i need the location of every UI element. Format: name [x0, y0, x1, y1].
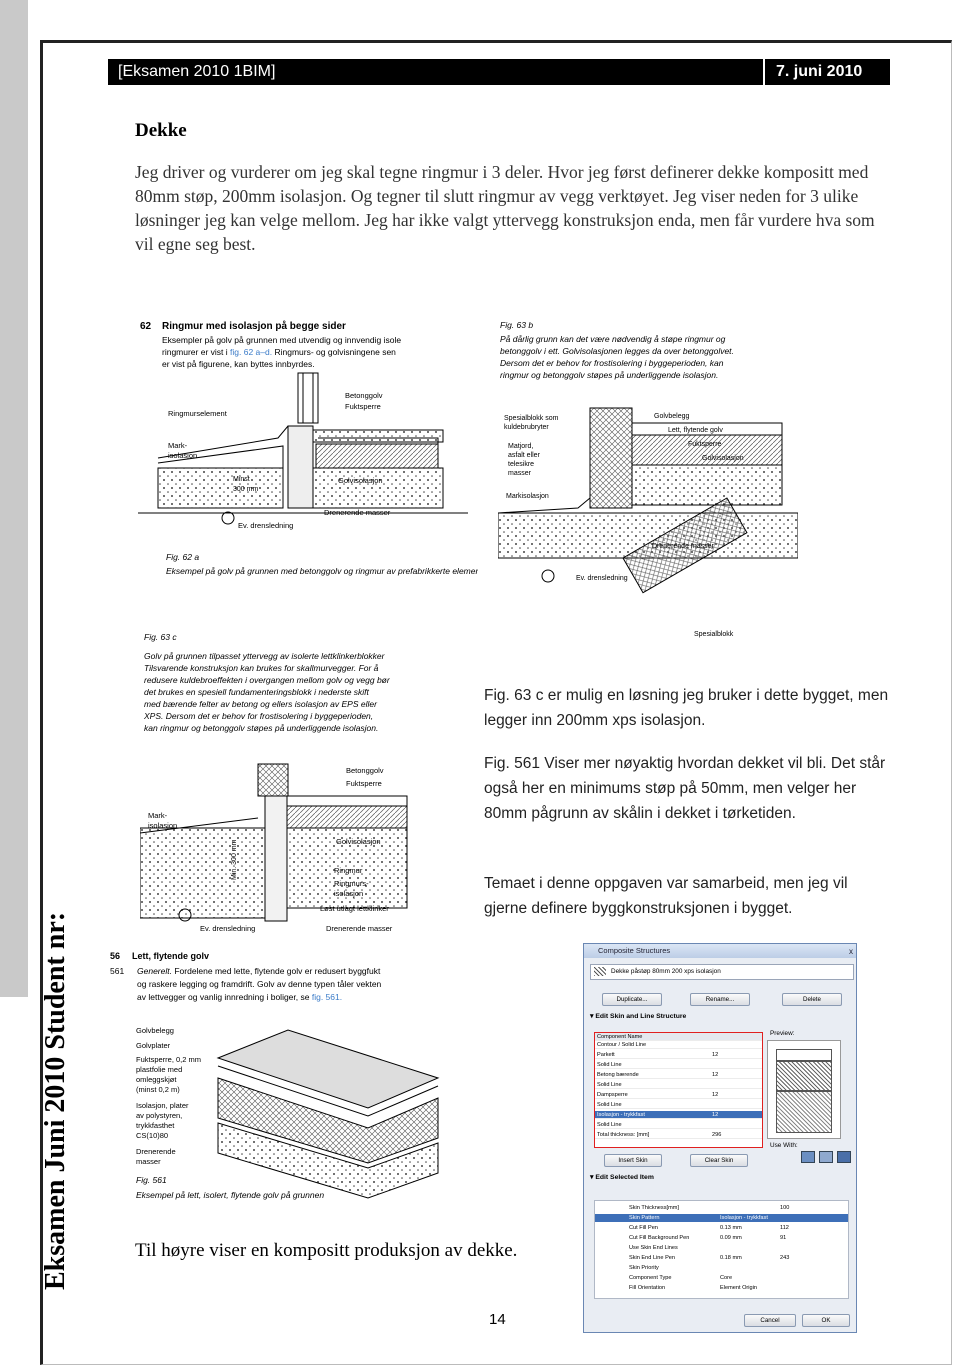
table-row[interactable]: Contour / Solid Line	[595, 1041, 762, 1049]
composite-name: Dekke påstøp 80mm 200 xps isolasjon	[611, 968, 721, 975]
fig561-label-1: Golvbelegg	[136, 1026, 174, 1035]
fig63c-label-12: Drenerende masser	[326, 924, 393, 933]
fig561-text1: Generelt. Fordelene med lette, flytende golv er redusert byggfukt	[137, 966, 381, 976]
fig63b-label-12: Drenerende masser	[652, 543, 714, 550]
fig561-label-6: (minst 0,2 m)	[136, 1085, 180, 1094]
property-row[interactable]: Component Type Core	[629, 1275, 733, 1281]
header-title: [Eksamen 2010 1BIM]	[118, 63, 276, 80]
delete-button[interactable]: Delete	[782, 993, 842, 1006]
properties-table	[594, 1200, 849, 1299]
fig63c-label-3: Mark-	[148, 811, 168, 820]
fig561-label-10: CS(10)80	[136, 1131, 169, 1140]
fig63c-line-5: med bærende felter av betong og ellers isolasjon av EPS eller	[144, 699, 377, 709]
margin-bar	[0, 0, 28, 997]
table-row[interactable]: Betong bærende 12	[595, 1071, 762, 1079]
table-row[interactable]: Solid Line	[595, 1101, 762, 1109]
fig62-label-6: Minst	[233, 476, 250, 483]
figure-62	[138, 318, 478, 593]
table-row[interactable]: Solid Line	[595, 1121, 762, 1129]
fig62-label-2: Fuktsperre	[345, 402, 381, 411]
table-row[interactable]: Solid Line	[595, 1061, 762, 1069]
fig63b-label-3: Golvbelegg	[654, 413, 690, 420]
fig62-caption: Eksempel på golv på grunnen med betonggolv og ringmur av prefabrikkerte elementer	[166, 566, 478, 576]
fig63c-label-11: Ev. drensledning	[200, 924, 256, 933]
fig63c-label-10: Løst utlagt lettklinker	[320, 904, 389, 913]
fig62-label-8: Golvisolasjon	[338, 476, 383, 485]
fig561-label-9: trykkfasthet	[136, 1121, 175, 1130]
fig62-label-1: Betonggolv	[345, 391, 383, 400]
figure-63b	[498, 318, 798, 648]
fig561-num-b: 561	[110, 966, 125, 976]
composite-structures-dialog	[583, 943, 857, 1333]
fig63c-label-8: Ringmurs-	[334, 879, 369, 888]
composite-selector[interactable]	[590, 964, 854, 980]
fig63b-label-5: Matjord,	[508, 443, 534, 450]
fig63b-label-7: telesikre	[508, 461, 535, 468]
fig63c-line-6: XPS. Dersom det er behov for frostisolering i byggeperioden,	[144, 711, 374, 721]
roof-use-icon[interactable]	[837, 1151, 851, 1163]
table-total-row: Total thickness: [mm] 296	[595, 1131, 762, 1139]
fig63b-label-2: kuldebrubryter	[504, 424, 549, 431]
figure-561	[108, 948, 453, 1210]
fig561-title: Lett, flytende golv	[132, 951, 210, 961]
cancel-button[interactable]: Cancel	[744, 1314, 796, 1327]
section-selected-item-label: Edit Selected Item	[595, 1174, 654, 1181]
fig561-caption-num: Fig. 561	[136, 1175, 167, 1185]
fig62-caption-num: Fig. 62 a	[166, 552, 200, 562]
fig63b-text1: På dårlig grunn kan det være nødvendig å støpe ringmur og	[500, 334, 726, 344]
fig63b-label-8: masser	[508, 470, 531, 477]
insert-skin-button[interactable]: Insert Skin	[604, 1154, 662, 1167]
fig63b-label-14: Spesialblokk	[694, 631, 734, 638]
clear-skin-button[interactable]: Clear Skin	[690, 1154, 748, 1167]
property-row-selected[interactable]: Skin Pattern Isolasjon - trykkfast	[595, 1214, 848, 1222]
fig63c-line-2: Tilsvarende konstruksjon kan brukes for skallmurvegger. For å	[144, 663, 379, 673]
table-row[interactable]: Dampsperre 12	[595, 1091, 762, 1099]
fig561-label-3: Fuktsperre, 0,2 mm	[136, 1055, 202, 1064]
fig63b-label-6: asfalt eller	[508, 452, 540, 459]
fig62-desc2: ringmurer er vist i fig. 62 a–d. Ringmurs- og golvisningene sen	[162, 347, 396, 357]
header-divider	[763, 59, 765, 85]
fig62-title: Ringmur med isolasjon på begge sider	[162, 321, 346, 332]
fig62-desc1: Eksempler på golv på grunnen med utvendig og innvendig isole	[162, 335, 402, 345]
fig63c-title: Fig. 63 c	[144, 632, 177, 642]
table-row-selected[interactable]: Isolasjon - trykkfast 12	[595, 1111, 762, 1119]
skin-table	[594, 1032, 763, 1148]
fig561-text2: og raskere legging og framdrift. Golv av denne typen tåler vekten	[137, 979, 382, 989]
fig63b-text4: ringmur og betonggolv støpes på underliggende isolasjon.	[500, 370, 719, 380]
fig561-label-2: Golvplater	[136, 1041, 171, 1050]
property-row[interactable]: Skin Thickness[mm] 100	[629, 1205, 790, 1211]
figure-63c-drawing	[140, 628, 480, 948]
fig63b-label-11: Markisolasjon	[506, 493, 549, 500]
figure-62-drawing	[138, 318, 478, 593]
section-selected-item[interactable]: ▾ Edit Selected Item	[590, 1174, 654, 1181]
fig63b-label-10: Golvisolasjon	[702, 455, 744, 462]
fig62-label-9: Drenerende masser	[324, 508, 391, 517]
fig62-number: 62	[140, 321, 152, 332]
fig63c-label-2: Fuktsperre	[346, 779, 382, 788]
table-row[interactable]: Solid Line	[595, 1081, 762, 1089]
fig561-text3: av lettvegger og vanlig innredning i boliger, se fig. 561.	[137, 992, 343, 1002]
fig561-label-12: masser	[136, 1157, 161, 1166]
fig62-label-4: Mark-	[168, 441, 188, 450]
use-with-label: Use With:	[770, 1142, 798, 1149]
fig62-label-10: Ev. drensledning	[238, 521, 294, 530]
fig561-label-4: plastfolie med	[136, 1065, 183, 1074]
fig63c-label-9: isolasjon	[334, 889, 364, 898]
fig561-num-a: 56	[110, 951, 121, 961]
figure-63c	[140, 628, 480, 948]
wall-use-icon[interactable]	[801, 1151, 815, 1163]
fig63b-text3: Dersom det er behov for frostisolering i byggeperioden, kan	[500, 358, 724, 368]
rename-button[interactable]: Rename...	[690, 993, 750, 1006]
figure-561-drawing	[108, 948, 453, 1210]
fig63c-label-1: Betonggolv	[346, 766, 384, 775]
side-label: Eksamen Juni 2010 Student nr:	[40, 911, 71, 1290]
property-row[interactable]: Skin Priority	[629, 1265, 659, 1271]
fig63b-label-1: Spesialblokk som	[504, 415, 559, 422]
ok-button[interactable]: OK	[802, 1314, 850, 1327]
table-row[interactable]: Parkett 12	[595, 1051, 762, 1059]
section-heading: Dekke	[135, 120, 187, 141]
fig561-label-5: omleggskjøt	[136, 1075, 177, 1084]
fig63c-label-7: Ringmur	[334, 866, 363, 875]
dialog-title: Composite Structures	[598, 946, 671, 955]
bottom-caption: Til høyre viser en kompositt produksjon av dekke.	[135, 1240, 518, 1261]
fig63c-label-4: isolasjon	[148, 821, 178, 830]
header-date: 7. juni 2010	[776, 63, 863, 80]
fig62-desc3: er vist på figurene, kan byttes innbyrdes.	[162, 359, 315, 369]
page-header	[108, 59, 890, 85]
skin-table-header-label: Component Name	[597, 1034, 643, 1040]
fig62-label-5: isolasjon	[168, 451, 198, 460]
property-row[interactable]: Fill Orientation Element Origin	[629, 1285, 757, 1291]
page-number: 14	[489, 1311, 506, 1328]
fig63b-label-4: Lett, flytende golv	[668, 427, 723, 434]
section-skin-structure[interactable]: ▾ Edit Skin and Line Structure	[590, 1013, 687, 1020]
property-row[interactable]: Use Skin End Lines	[629, 1245, 678, 1251]
side-paragraph-2: Fig. 561 Viser mer nøyaktig hvordan dekket vil bli. Det står også her en minimums støp på 50mm, men velger her 80mm pågrunn av skålin i dekket i tørketiden.	[484, 755, 886, 822]
property-row[interactable]: Cut Fill Background Pen 0.09 mm 91	[629, 1235, 787, 1241]
fig63c-line-4: det brukes en spesiell fundamenteringsblokk i nederste skift	[144, 687, 369, 697]
fig62-label-3: Ringmurselement	[168, 409, 227, 418]
duplicate-button[interactable]: Duplicate...	[602, 993, 662, 1006]
pattern-swatch-icon	[594, 967, 606, 976]
fig63c-line-3: redusere kuldebroeffekten i overgangen mellom golv og vegg bør	[144, 675, 390, 685]
figure-63b-drawing	[498, 318, 798, 648]
property-row[interactable]: Skin End Line Pen 0.18 mm 243	[629, 1255, 790, 1261]
fig63b-label-13: Ev. drensledning	[576, 575, 628, 582]
fig63c-line-7: kan ringmur og betonggolv støpes på underliggende isolasjon.	[144, 723, 379, 733]
section-skin-structure-label: Edit Skin and Line Structure	[595, 1013, 687, 1020]
fig561-caption: Eksempel på lett, isolert, flytende golv på grunnen	[136, 1190, 325, 1200]
skin-table-header	[595, 1033, 762, 1041]
property-row[interactable]: Cut Fill Pen 0.13 mm 112	[629, 1225, 789, 1231]
fig561-label-7: Isolasjon, plater	[136, 1101, 189, 1110]
fig561-label-11: Drenerende	[136, 1147, 176, 1156]
fig561-label-8: av polystyren,	[136, 1111, 183, 1120]
fig63c-line-1: Golv på grunnen tilpasset yttervegg av isolerte lettklinkerblokker	[144, 651, 385, 661]
fig63b-title: Fig. 63 b	[500, 320, 534, 330]
side-paragraph-1: Fig. 63 c er mulig en løsning jeg bruker i dette bygget, men legger inn 200mm xps isolasjon.	[484, 687, 889, 729]
preview-label: Preview:	[770, 1030, 795, 1037]
fig63c-label-6: Min. 300 mm	[231, 839, 238, 880]
preview-pane	[767, 1040, 841, 1139]
fig63c-label-5: Golvisolasjon	[336, 837, 381, 846]
fig63b-text2: betonggolv i ett. Golvisolasjonen legges da over betonggolvet.	[500, 346, 734, 356]
slab-use-icon[interactable]	[819, 1151, 833, 1163]
intro-paragraph: Jeg driver og vurderer om jeg skal tegne ringmur i 3 deler. Hvor jeg først definerer dekke kompositt med 80mm støp, 200mm isolasjon. Og tegner til slutt ringmur av vegg verktøyet. Jeg viser neden for 3 ulike løsninger jeg kan velge mellom. Jeg har ikke valgt yttervegg konstruksjon enda, men får vurdere hva som vil egne seg best.	[135, 162, 875, 254]
close-icon[interactable]: x	[849, 947, 853, 956]
dialog-titlebar	[584, 944, 856, 958]
fig62-label-7: 300 mm	[233, 486, 259, 493]
fig63b-label-9: Fuktsperre	[688, 441, 722, 448]
side-paragraph-3: Temaet i denne oppgaven var samarbeid, men jeg vil gjerne definere byggkonstruksjonen i bygget.	[484, 875, 848, 917]
